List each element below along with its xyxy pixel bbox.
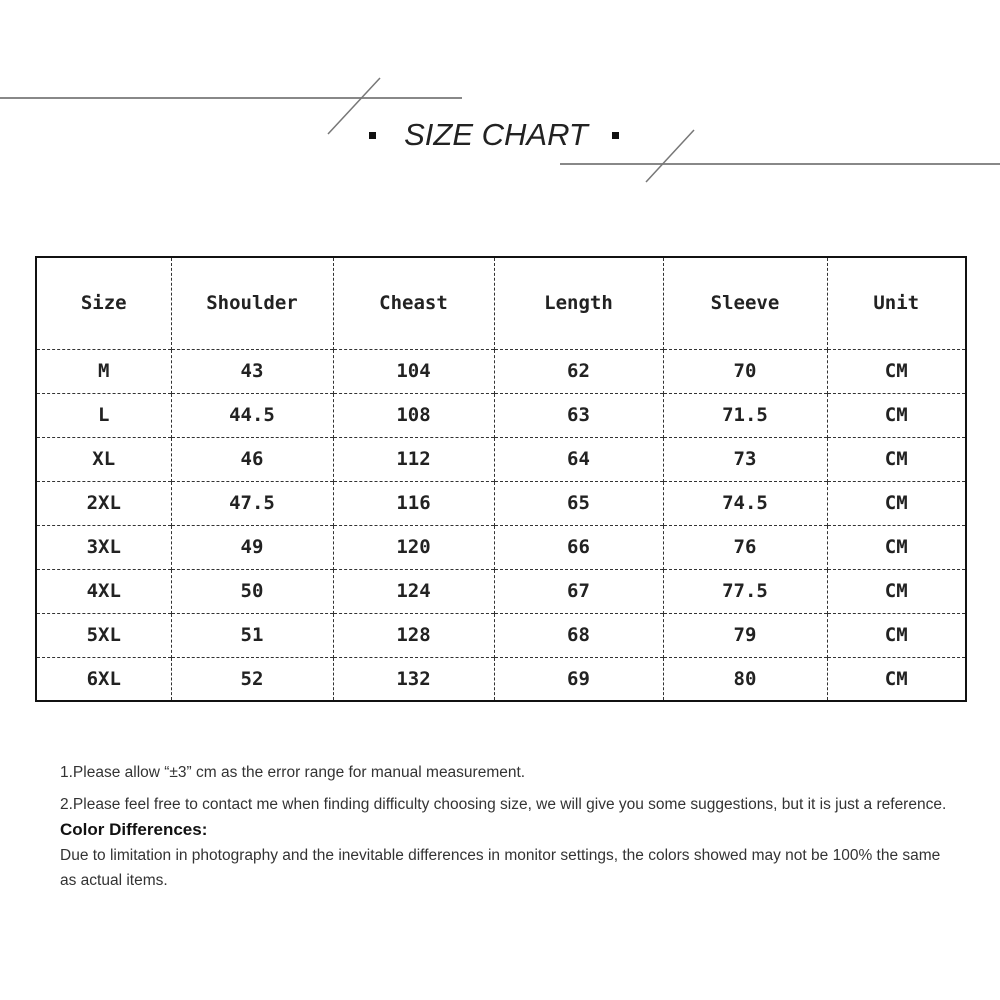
table-cell: 46 bbox=[171, 437, 333, 481]
table-cell: 73 bbox=[663, 437, 827, 481]
table-cell: 76 bbox=[663, 525, 827, 569]
table-cell: 112 bbox=[333, 437, 494, 481]
table-cell: 43 bbox=[171, 349, 333, 393]
table-cell: 120 bbox=[333, 525, 494, 569]
table-row bbox=[36, 657, 966, 701]
column-header: Cheast bbox=[333, 257, 494, 349]
table-cell: 68 bbox=[494, 613, 663, 657]
square-bullet-icon bbox=[369, 132, 376, 139]
table-cell: 52 bbox=[171, 657, 333, 701]
table-cell: 66 bbox=[494, 525, 663, 569]
table-cell: CM bbox=[827, 613, 966, 657]
table-cell: 79 bbox=[663, 613, 827, 657]
table-cell: CM bbox=[827, 569, 966, 613]
table-cell: 70 bbox=[663, 349, 827, 393]
column-header: Shoulder bbox=[171, 257, 333, 349]
notes-section bbox=[60, 760, 960, 893]
table-cell: 69 bbox=[494, 657, 663, 701]
table-cell: 77.5 bbox=[663, 569, 827, 613]
table-cell: 6XL bbox=[36, 657, 171, 701]
table-cell: 128 bbox=[333, 613, 494, 657]
table-row bbox=[36, 569, 966, 613]
table-cell: 4XL bbox=[36, 569, 171, 613]
note-contact: 2.Please feel free to contact me when finding difficulty choosing size, we will give you some suggestions, but it is just a reference. bbox=[60, 796, 947, 813]
column-header: Sleeve bbox=[663, 257, 827, 349]
table-cell: 2XL bbox=[36, 481, 171, 525]
decorative-lines bbox=[0, 0, 1000, 200]
table-cell: 50 bbox=[171, 569, 333, 613]
page-title: SIZE CHART bbox=[404, 117, 588, 152]
table-cell: XL bbox=[36, 437, 171, 481]
column-header: Size bbox=[80, 292, 127, 315]
table-cell: L bbox=[36, 393, 171, 437]
column-header: Unit bbox=[827, 257, 966, 349]
table-cell: M bbox=[36, 349, 171, 393]
table-cell: 47.5 bbox=[171, 481, 333, 525]
table-cell: CM bbox=[827, 481, 966, 525]
table-cell: 108 bbox=[333, 393, 494, 437]
title-block bbox=[0, 112, 1000, 158]
table-cell: 3XL bbox=[36, 525, 171, 569]
table-cell: CM bbox=[827, 393, 966, 437]
square-bullet-icon bbox=[612, 132, 619, 139]
table-cell: 5XL bbox=[36, 613, 171, 657]
table-header-row bbox=[36, 257, 966, 349]
table-row bbox=[36, 437, 966, 481]
table-row bbox=[36, 525, 966, 569]
color-differences-text: Due to limitation in photography and the inevitable differences in monitor settings, the colors showed may not be 100% the same as actual items. bbox=[60, 847, 941, 889]
table-cell: CM bbox=[827, 657, 966, 701]
table-row bbox=[36, 393, 966, 437]
color-differences-heading: Color Differences: bbox=[60, 820, 208, 839]
table-row bbox=[36, 481, 966, 525]
table-cell: 80 bbox=[663, 657, 827, 701]
table-cell: 64 bbox=[494, 437, 663, 481]
table-cell: 65 bbox=[494, 481, 663, 525]
column-header: Length bbox=[494, 257, 663, 349]
table-cell: 74.5 bbox=[663, 481, 827, 525]
table-cell: 44.5 bbox=[171, 393, 333, 437]
size-table bbox=[35, 256, 967, 702]
table-cell: 104 bbox=[333, 349, 494, 393]
table-cell: 51 bbox=[171, 613, 333, 657]
table-cell: 116 bbox=[333, 481, 494, 525]
table-cell: 63 bbox=[494, 393, 663, 437]
table-cell: 62 bbox=[494, 349, 663, 393]
table-cell: 124 bbox=[333, 569, 494, 613]
table-cell: 132 bbox=[333, 657, 494, 701]
table-cell: 67 bbox=[494, 569, 663, 613]
note-error-range: 1.Please allow “±3” cm as the error range for manual measurement. bbox=[60, 764, 526, 781]
table-cell: 49 bbox=[171, 525, 333, 569]
table-cell: CM bbox=[827, 437, 966, 481]
table-cell: CM bbox=[827, 525, 966, 569]
table-cell: 71.5 bbox=[663, 393, 827, 437]
table-cell: CM bbox=[827, 349, 966, 393]
table-row bbox=[36, 613, 966, 657]
table-row bbox=[36, 349, 966, 393]
